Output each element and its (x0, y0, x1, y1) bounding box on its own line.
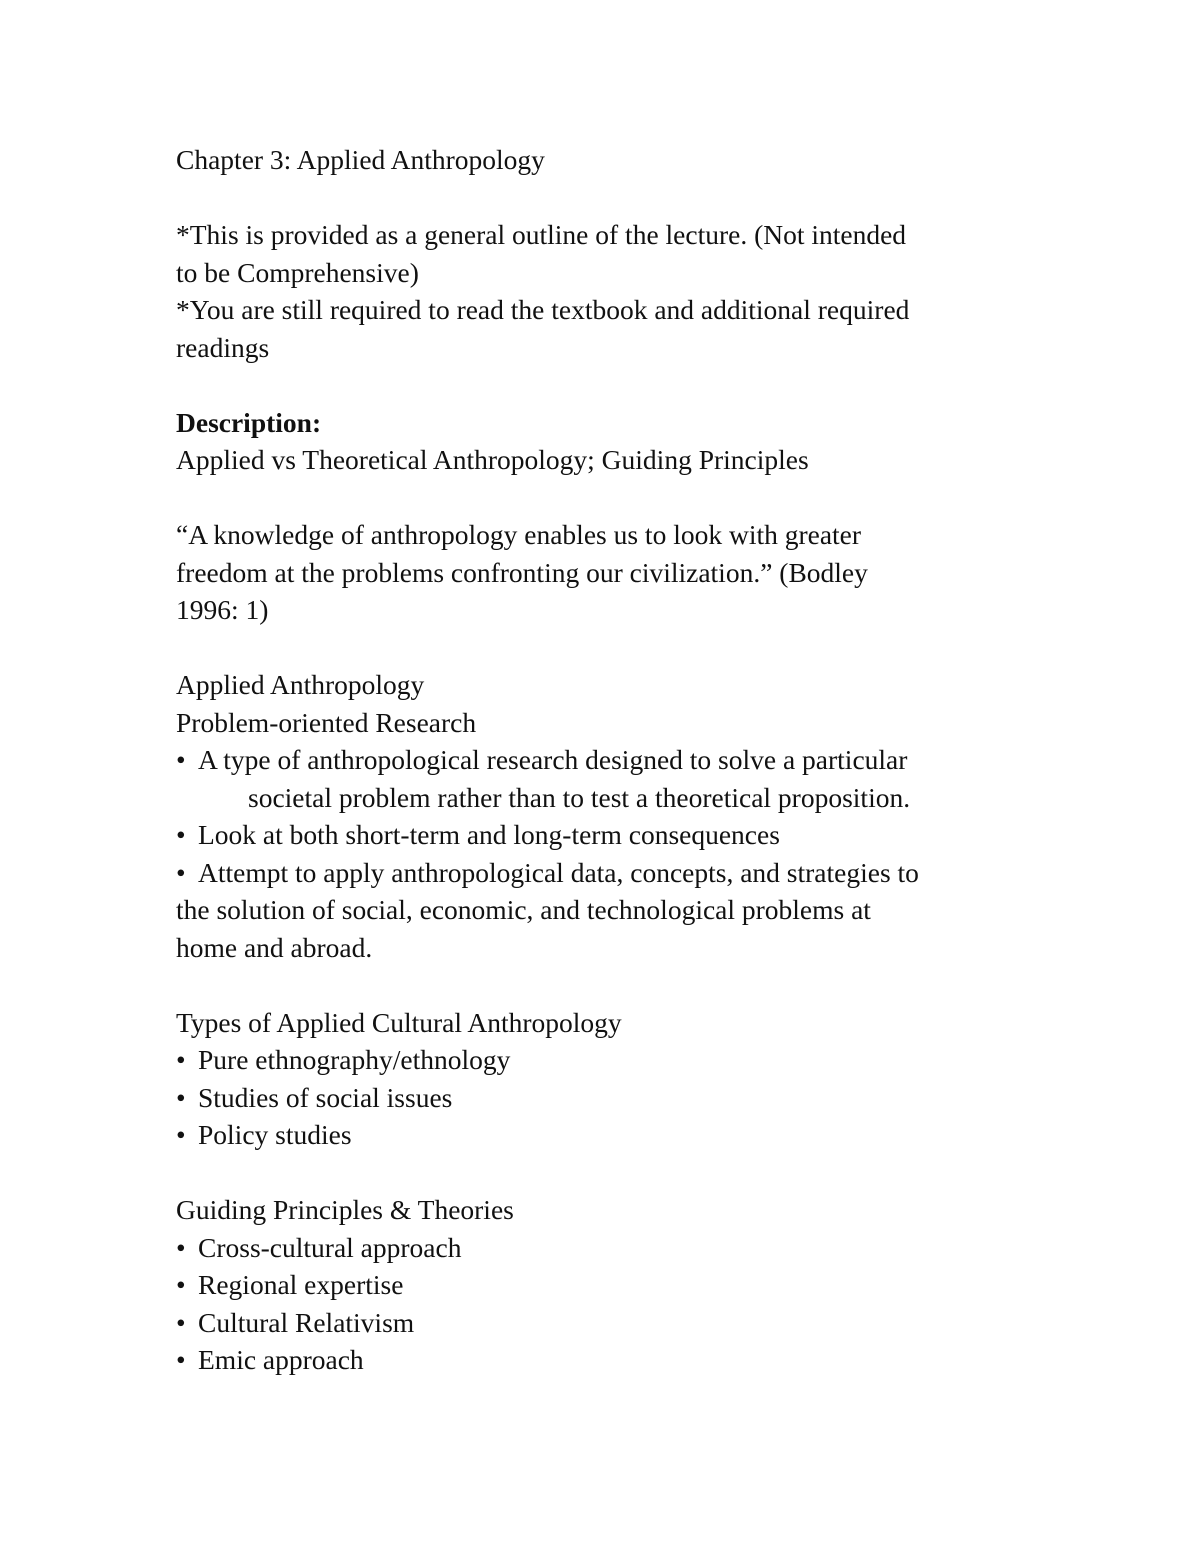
section-heading-applied: Applied Anthropology (176, 669, 425, 700)
bullet-icon: • (176, 819, 186, 850)
bullet-icon: • (176, 1119, 186, 1150)
bullet-item (176, 1229, 1036, 1267)
bullet-text: Emic approach (198, 1344, 364, 1375)
spacer (176, 179, 1036, 217)
note-line: readings (176, 331, 270, 363)
section-heading-principles: Guiding Principles & Theories (176, 1194, 514, 1225)
bullet-icon: • (176, 1306, 186, 1338)
quote-line: freedom at the problems confronting our civilization.” (Bodley (176, 556, 868, 588)
note-line: to be Comprehensive) (176, 256, 419, 288)
note-line: *You are still required to read the textbook and additional required (176, 294, 910, 325)
bullet-icon: • (176, 1344, 186, 1375)
bullet-icon: • (176, 856, 186, 888)
bullet-item (176, 1304, 1036, 1342)
bullet-wrap-line: home and abroad. (176, 931, 373, 963)
bullet-text: Policy studies (198, 1119, 352, 1150)
section-heading-types: Types of Applied Cultural Anthropology (176, 1006, 622, 1038)
bullet-text: Attempt to apply anthropological data, concepts, and strategies to (198, 856, 919, 888)
spacer (176, 1154, 1036, 1192)
bullet-text: Studies of social issues (198, 1081, 453, 1113)
bullet-item (176, 854, 1036, 892)
bullet-icon: • (176, 1231, 186, 1263)
bullet-wrap-line: the solution of social, economic, and technological problems at (176, 894, 871, 925)
note-line: *This is provided as a general outline of the lecture. (Not intended (176, 219, 907, 250)
description-text: Applied vs Theoretical Anthropology; Guiding Principles (176, 444, 809, 475)
description-label: Description: (176, 406, 322, 438)
chapter-title: Chapter 3: Applied Anthropology (176, 144, 545, 175)
bullet-text: Cultural Relativism (198, 1306, 415, 1338)
bullet-text: Cross-cultural approach (198, 1231, 462, 1263)
spacer (176, 966, 1036, 1004)
spacer (176, 629, 1036, 667)
quote-line: “A knowledge of anthropology enables us to look with greater (176, 519, 862, 550)
bullet-text: Look at both short-term and long-term consequences (198, 819, 780, 850)
bullet-item (176, 1341, 1036, 1379)
bullet-icon: • (176, 1081, 186, 1113)
bullet-item (176, 1041, 1036, 1079)
bullet-text: Pure ethnography/ethnology (198, 1044, 511, 1075)
bullet-item (176, 1266, 1036, 1304)
spacer (176, 366, 1036, 404)
bullet-item (176, 1116, 1036, 1154)
bullet-text: A type of anthropological research designed to solve a particular (198, 744, 908, 775)
spacer (176, 479, 1036, 517)
bullet-text: Regional expertise (198, 1269, 404, 1300)
quote-line: 1996: 1) (176, 594, 269, 625)
bullet-icon: • (176, 1044, 186, 1075)
bullet-item (176, 741, 1036, 779)
document-page (176, 141, 1036, 1379)
section-subheading: Problem-oriented Research (176, 706, 477, 738)
bullet-continuation: societal problem rather than to test a theoretical proposition. (248, 781, 911, 813)
bullet-item (176, 816, 1036, 854)
bullet-item (176, 1079, 1036, 1117)
bullet-icon: • (176, 744, 186, 775)
bullet-icon: • (176, 1269, 186, 1300)
